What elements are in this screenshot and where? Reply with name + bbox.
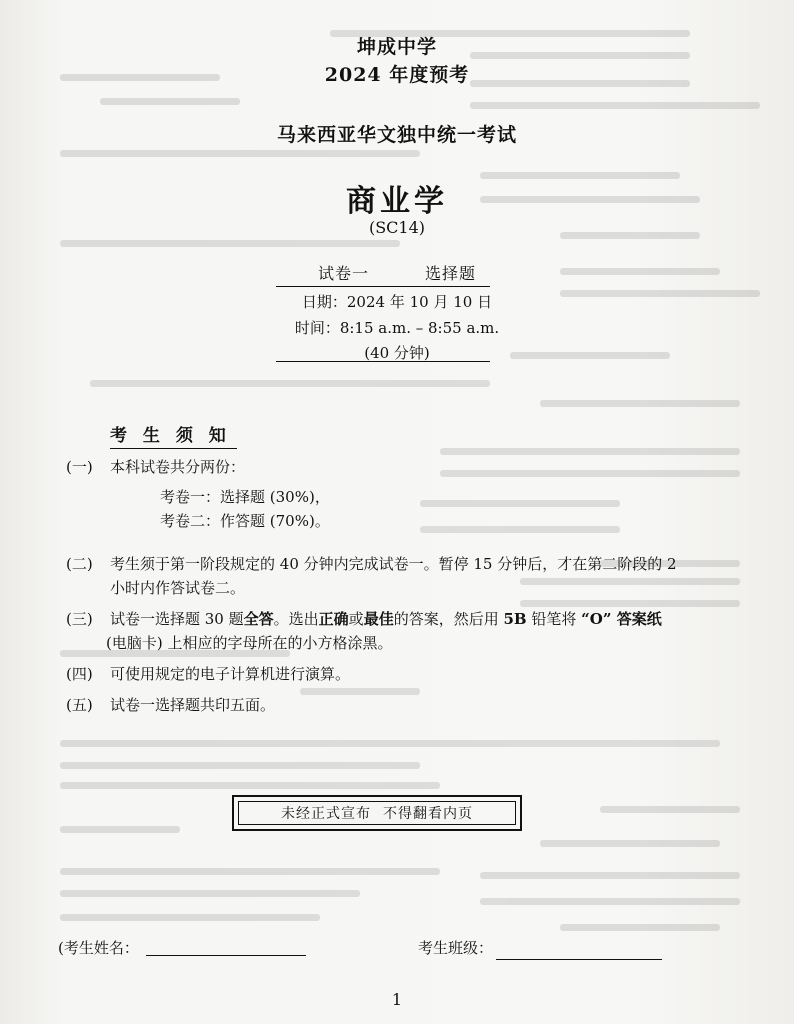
do-not-open-notice (232, 795, 522, 831)
exam-time: 时间：8:15 a.m. – 8:55 a.m. (294, 319, 500, 337)
exam-name: 马来西亚华文独中统一考试 (276, 124, 517, 146)
instruction-text: 可使用规定的电子计算机进行演算。 (110, 665, 351, 683)
instruction-subitem: 考卷二：作答题 (70%)。 (160, 512, 330, 530)
candidate-name-line[interactable] (146, 955, 306, 956)
instruction-number: (四) (66, 665, 93, 683)
emphasis-o-mark: “O” (581, 610, 612, 628)
paper-heading-rule (276, 286, 490, 287)
instruction-text: 本科试卷共分两份： (110, 458, 246, 476)
instruction-number: (三) (66, 610, 93, 628)
page-number: 1 (391, 990, 403, 1009)
school-name: 坤成中学 (356, 36, 437, 58)
instruction-item-1 (66, 454, 246, 481)
instruction-text-line2: 小时内作答试卷二。 (110, 579, 246, 597)
instruction-item-3-line2 (106, 630, 392, 657)
paper-type: 选择题 (425, 264, 477, 283)
instruction-item-5 (66, 692, 276, 719)
instruction-subitem: 考卷一：选择题 (30%)， (160, 488, 330, 506)
subject-title: 商业学 (346, 184, 448, 219)
exam-date: 日期：2024 年 10 月 10 日 (301, 293, 493, 311)
subject-code: (SC14) (368, 218, 426, 237)
text-part: 。选出 (273, 610, 319, 628)
instruction-item-2-line2 (110, 575, 245, 602)
instruction-text-line1: 考生须于第一阶段规定的 40 分钟内完成试卷一。暂停 15 分钟后，才在第二阶段的 2 (110, 555, 677, 573)
instruction-number: (二) (66, 555, 93, 573)
exam-duration: (40 分钟) (364, 344, 430, 362)
text-part: 或 (348, 610, 364, 628)
text-part: 的答案，然后用 (393, 610, 504, 628)
emphasis-correct: 正确 (318, 610, 349, 628)
emphasis-pencil-grade: 5B (503, 610, 527, 628)
emphasis-all-answer: 全答 (243, 610, 274, 628)
instruction-text-line1 (110, 606, 662, 633)
candidate-class-label: 考生班级： (418, 939, 494, 957)
duration-rule (276, 361, 490, 362)
candidate-name-label: (考生姓名： (58, 939, 139, 957)
paper-label: 试卷一 (317, 264, 369, 283)
instruction-number: (一) (66, 458, 93, 476)
paper-heading (0, 261, 794, 284)
year-exam-title: 2024 年度预考 (324, 64, 470, 86)
instruction-item-2 (66, 551, 677, 578)
candidate-class-line[interactable] (496, 959, 662, 960)
instruction-text: 试卷一选择题共印五面。 (110, 696, 276, 714)
instructions-title: 考 生 须 知 (110, 421, 231, 446)
text-part: 铅笔将 (526, 610, 582, 628)
instruction-text-line2: (电脑卡) 上相应的字母所在的小方格涂黑。 (106, 634, 393, 652)
instruction-item-4 (66, 661, 351, 688)
notice-inner-border (238, 801, 516, 825)
instruction-item-3 (66, 606, 662, 633)
emphasis-answer-sheet: 答案纸 (611, 610, 662, 628)
instruction-number: (五) (66, 696, 93, 714)
text-part: 试卷一选择题 30 题 (110, 610, 244, 628)
notice-left-text: 未经正式宣布 (281, 806, 371, 822)
emphasis-best: 最佳 (363, 610, 394, 628)
notice-right-text: 不得翻看内页 (383, 806, 473, 822)
